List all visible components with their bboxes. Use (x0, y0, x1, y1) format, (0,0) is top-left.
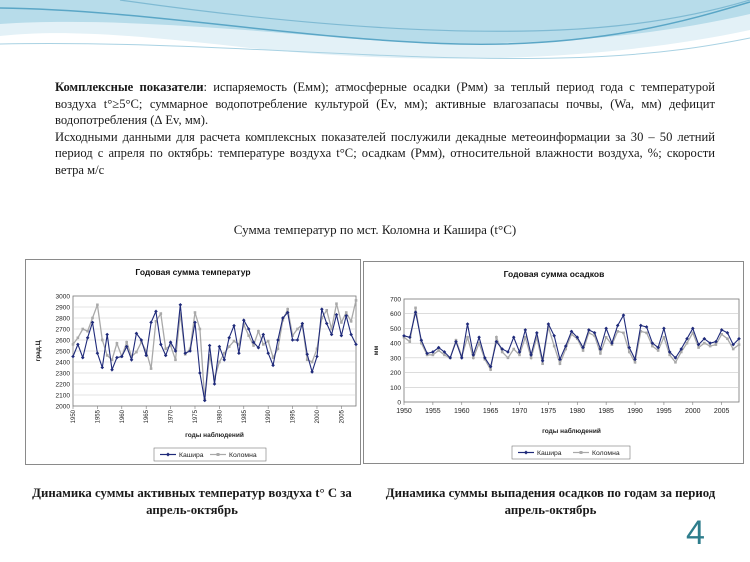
y-tick-label: 2500 (55, 348, 70, 356)
data-point (495, 336, 498, 339)
x-tick-label: 1990 (627, 408, 643, 415)
legend-label: Кашира (537, 450, 562, 457)
data-point (634, 361, 637, 364)
legend-marker (217, 453, 220, 456)
paragraph-1 (55, 79, 715, 129)
y-tick-label: 2400 (55, 359, 70, 367)
data-point (507, 357, 510, 360)
data-point (628, 351, 631, 354)
data-point (541, 362, 544, 365)
caption-precipitation: Динамика суммы выпадения осадков по годам за период апрель-октябрь (385, 486, 716, 517)
data-point (81, 328, 84, 331)
data-point (645, 332, 648, 335)
data-point (414, 307, 417, 310)
data-point (726, 337, 729, 340)
data-point (101, 339, 104, 342)
caption-temperature: Динамика суммы активных температур воздуха t° С за апрель-октябрь (32, 486, 352, 517)
data-point (668, 354, 671, 357)
data-point (296, 328, 299, 331)
paragraph-1-rest: : испаряемость (Емм); атмосферные осадки (Рмм) за теплый период года с температурой воздуха t°≥5°С; суммарное водопотребление культурой (Еv, мм); активные влагозапасы почвы, (Wa, мм) дефицит водопотребления (∆ Еv, мм). (55, 80, 715, 128)
paragraph-2: Исходными данными для расчета комплексных показателей послужили декадные метеоинформации за 30 – 50 летний период с апреля по октябрь: температуре воздуха t°С; осадкам (Рмм), относительной влажности воздуха, %; скорости ветра м/с (55, 129, 715, 177)
data-point (350, 320, 353, 323)
y-tick-label: 2900 (55, 304, 70, 312)
plot-area (404, 299, 739, 402)
data-point (91, 317, 94, 320)
data-point (408, 340, 411, 343)
y-tick-label: 600 (390, 311, 401, 319)
data-point (605, 336, 608, 339)
y-axis-label: мм (373, 345, 380, 356)
y-tick-label: 2700 (55, 326, 70, 334)
data-point (657, 349, 660, 352)
data-point (472, 357, 475, 360)
data-point (164, 348, 167, 351)
data-point (697, 346, 700, 349)
data-point (77, 337, 80, 340)
data-point (524, 336, 527, 339)
data-point (582, 349, 585, 352)
chart-precipitation (363, 261, 744, 464)
chart-title: Годовая сумма осадков (503, 269, 605, 279)
y-tick-label: 2100 (55, 392, 70, 400)
chart-precipitation-svg (364, 262, 743, 463)
header-wave-decoration (0, 0, 750, 70)
x-tick-label: 2005 (339, 410, 346, 424)
data-point (703, 342, 706, 345)
y-tick-label: 2000 (55, 403, 70, 411)
data-point (252, 344, 255, 347)
y-tick-label: 300 (390, 355, 401, 363)
data-point (194, 311, 197, 314)
legend-marker (580, 451, 583, 454)
x-tick-label: 1950 (71, 410, 77, 424)
data-point (443, 354, 446, 357)
data-point (106, 354, 109, 357)
data-point (616, 330, 619, 333)
y-tick-label: 500 (390, 325, 401, 333)
y-tick-label: 3000 (55, 293, 70, 301)
data-point (286, 308, 289, 311)
data-point (738, 343, 741, 346)
data-point (277, 348, 280, 351)
data-point (518, 354, 521, 357)
data-point (559, 362, 562, 365)
x-tick-label: 1980 (569, 408, 586, 415)
x-tick-label: 1970 (511, 408, 528, 415)
y-tick-label: 2600 (55, 337, 70, 345)
data-point (622, 332, 625, 335)
term-bold: Комплексные показатели (55, 80, 204, 94)
data-point (732, 348, 735, 351)
data-point (125, 341, 128, 344)
x-tick-label: 1955 (425, 408, 441, 415)
data-point (432, 354, 435, 357)
data-point (325, 309, 328, 312)
data-point (267, 340, 270, 343)
y-tick-label: 2200 (55, 381, 70, 389)
data-point (72, 343, 75, 346)
data-point (96, 304, 99, 307)
data-point (512, 348, 515, 351)
data-point (466, 336, 469, 339)
legend-label: Коломна (229, 452, 257, 459)
x-tick-label: 1995 (290, 410, 297, 424)
x-tick-label: 1965 (144, 410, 151, 424)
data-point (199, 328, 202, 331)
data-point (663, 336, 666, 339)
x-tick-label: 1975 (192, 410, 199, 424)
data-point (674, 361, 677, 364)
data-point (247, 334, 250, 337)
x-tick-label: 2000 (685, 408, 701, 415)
data-point (262, 343, 265, 346)
data-point (345, 311, 348, 314)
data-point (335, 302, 338, 305)
slide-title: Сумма температур по мст. Коломна и Кашира (t°С) (233, 222, 517, 237)
x-tick-label: 1970 (168, 410, 175, 424)
data-point (311, 361, 314, 364)
x-tick-label: 1960 (119, 410, 126, 424)
data-point (501, 351, 504, 354)
x-tick-label: 1965 (482, 408, 499, 415)
data-point (340, 321, 343, 324)
data-point (651, 345, 654, 348)
data-point (686, 342, 689, 345)
body-text (55, 79, 715, 179)
chart-temperature-svg (26, 260, 360, 464)
data-point (599, 352, 602, 355)
y-tick-label: 200 (390, 370, 401, 378)
x-tick-label: 1975 (540, 408, 557, 415)
y-tick-label: 400 (390, 340, 401, 348)
x-axis-label: годы наблюдений (185, 432, 244, 439)
data-point (530, 357, 533, 360)
y-tick-label: 0 (397, 399, 401, 407)
data-point (233, 340, 236, 343)
data-point (355, 299, 358, 302)
data-point (709, 345, 712, 348)
chart-title: Годовая сумма температур (135, 267, 251, 277)
x-tick-label: 1995 (656, 408, 672, 415)
data-point (174, 359, 177, 362)
data-point (228, 345, 231, 348)
data-point (160, 312, 163, 315)
legend-label: Коломна (592, 450, 620, 457)
x-tick-label: 1990 (266, 410, 273, 424)
y-tick-label: 700 (390, 296, 401, 304)
data-point (218, 361, 221, 364)
x-tick-label: 1985 (241, 410, 248, 424)
data-point (437, 349, 440, 352)
data-point (150, 367, 153, 370)
data-point (135, 351, 138, 354)
x-axis-label: годы наблюдений (542, 428, 601, 435)
chart-temperature (25, 259, 361, 465)
data-point (489, 368, 492, 371)
y-tick-label: 2300 (55, 370, 70, 378)
x-tick-label: 1980 (217, 410, 224, 424)
x-tick-label: 1950 (396, 408, 412, 415)
data-point (86, 330, 89, 333)
x-tick-label: 1955 (95, 410, 102, 424)
x-tick-label: 1960 (453, 408, 470, 415)
legend-label: Кашира (179, 452, 204, 459)
data-point (257, 330, 260, 333)
data-point (720, 333, 723, 336)
y-tick-label: 100 (390, 384, 401, 392)
x-tick-label: 1985 (598, 408, 614, 415)
page-number: 4 (686, 514, 705, 552)
y-tick-label: 2800 (55, 315, 70, 323)
x-tick-label: 2000 (314, 410, 321, 424)
x-tick-label: 2005 (713, 408, 730, 415)
data-point (553, 345, 556, 348)
data-point (715, 343, 718, 346)
data-point (116, 342, 119, 345)
y-axis-label: град.Ц (35, 340, 42, 362)
